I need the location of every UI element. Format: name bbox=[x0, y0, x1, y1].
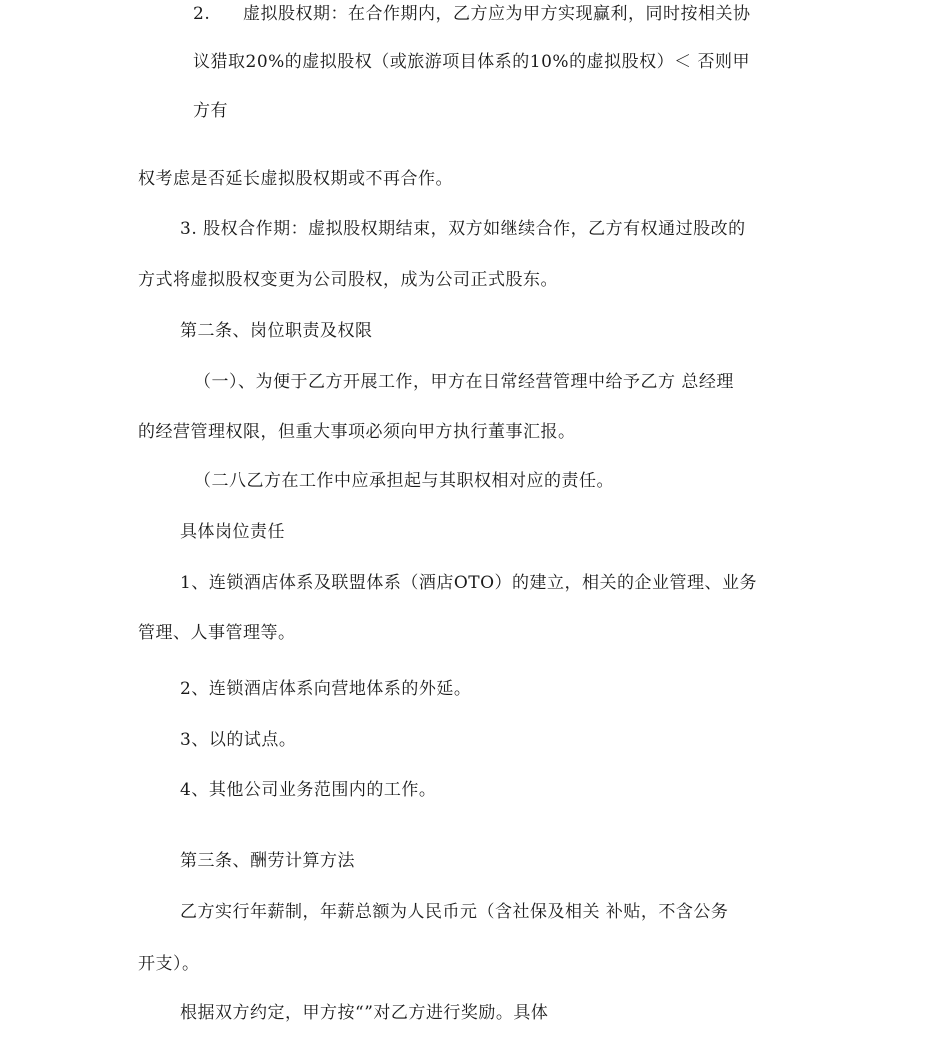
item2-line2: 议猎取20%的虚拟股权（或旅游项目体系的10%的虚拟股权）＜ 否则甲 bbox=[193, 52, 750, 72]
item3-line1: 3. 股权合作期：虚拟股权期结束，双方如继续合作，乙方有权通过股改的 bbox=[180, 219, 746, 239]
article2-para1-line2: 的经营管理权限，但重大事项必须向甲方执行董事汇报。 bbox=[138, 422, 576, 442]
item2-number: 2. bbox=[193, 4, 211, 24]
article2-title: 第二条、岗位职责及权限 bbox=[180, 321, 373, 341]
item2-line4: 权考虑是否延长虚拟股权期或不再合作。 bbox=[138, 169, 453, 189]
duty-4: 4、其他公司业务范围内的工作。 bbox=[180, 780, 437, 800]
article3-para1-line2: 开支）。 bbox=[138, 954, 200, 974]
duty-3: 3、以的试点。 bbox=[180, 730, 297, 750]
duty-1-line2: 管理、人事管理等。 bbox=[138, 623, 296, 643]
article3-para1-line1: 乙方实行年薪制，年薪总额为人民币元（含社保及相关 补贴，不含公务 bbox=[180, 902, 729, 922]
article2-subtitle: 具体岗位责任 bbox=[180, 522, 285, 542]
article3-para2: 根据双方约定，甲方按“”对乙方进行奖励。具体 bbox=[180, 1003, 549, 1023]
item2-line1: 虚拟股权期：在合作期内，乙方应为甲方实现赢利，同时按相关协 bbox=[243, 4, 751, 24]
duty-1-line1: 1、连锁酒店体系及联盟体系（酒店OTO）的建立，相关的企业管理、业务 bbox=[180, 573, 758, 593]
item2-line3: 方有 bbox=[193, 101, 228, 121]
duty-2: 2、连锁酒店体系向营地体系的外延。 bbox=[180, 679, 472, 699]
item3-line2: 方式将虚拟股权变更为公司股权，成为公司正式股东。 bbox=[138, 270, 558, 290]
article3-title: 第三条、酬劳计算方法 bbox=[180, 851, 355, 871]
article2-para2: （二八乙方在工作中应承担起与其职权相对应的责任。 bbox=[194, 471, 614, 491]
article2-para1-line1: （一）、为便于乙方开展工作，甲方在日常经营管理中给予乙方 总经理 bbox=[194, 372, 734, 392]
